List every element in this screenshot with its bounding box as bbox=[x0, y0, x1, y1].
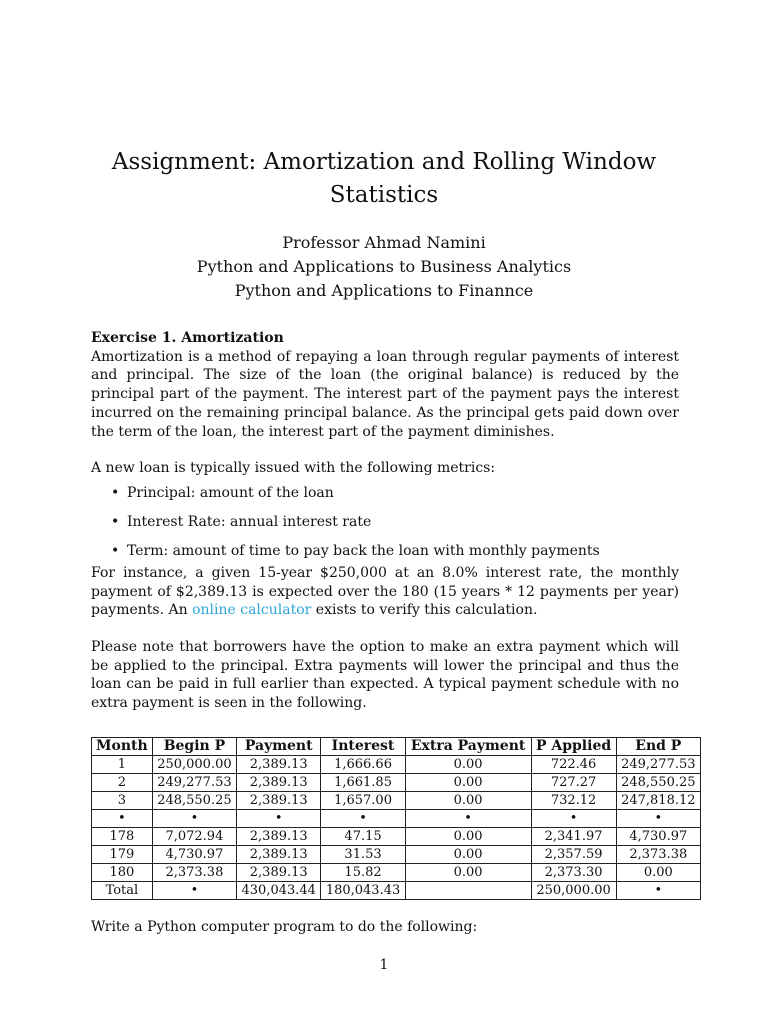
table-header-row bbox=[92, 738, 701, 756]
column-header: Interest bbox=[321, 738, 405, 756]
column-header: P Applied bbox=[531, 738, 616, 756]
table-cell: • bbox=[237, 810, 321, 828]
table-row bbox=[92, 774, 701, 792]
table-cell: 2,373.38 bbox=[616, 846, 700, 864]
table-cell: 179 bbox=[92, 846, 153, 864]
example-text-end: exists to verify this calculation. bbox=[311, 602, 538, 619]
table-cell: 0.00 bbox=[405, 828, 531, 846]
course-name-2: Python and Applications to Finannce bbox=[234, 281, 534, 300]
table-row bbox=[92, 846, 701, 864]
table-cell: 0.00 bbox=[616, 864, 700, 882]
table-cell: • bbox=[152, 810, 236, 828]
table-cell: 15.82 bbox=[321, 864, 405, 882]
table-cell: 7,072.94 bbox=[152, 828, 236, 846]
table-cell: 4,730.97 bbox=[616, 828, 700, 846]
table-cell: 2 bbox=[92, 774, 153, 792]
online-calculator-link[interactable]: online calculator bbox=[192, 602, 312, 619]
table-cell: 249,277.53 bbox=[616, 756, 700, 774]
table-cell: 0.00 bbox=[405, 756, 531, 774]
table-row bbox=[92, 810, 701, 828]
course-name-1: Python and Applications to Business Analytics bbox=[196, 257, 572, 276]
table-cell: 430,043.44 bbox=[237, 882, 321, 900]
table-cell: 180,043.43 bbox=[321, 882, 405, 900]
exercise-body bbox=[91, 329, 679, 713]
table-cell: • bbox=[616, 810, 700, 828]
table-cell: 249,277.53 bbox=[152, 774, 236, 792]
instruction-text: Write a Python computer program to do the following: bbox=[91, 919, 478, 935]
table-cell: • bbox=[405, 810, 531, 828]
paragraph-metrics-intro: A new loan is typically issued with the following metrics: bbox=[91, 460, 496, 477]
table-cell: 727.27 bbox=[531, 774, 616, 792]
table-cell: 250,000.00 bbox=[152, 756, 236, 774]
bullet-icon: • bbox=[111, 513, 120, 530]
table-cell: 178 bbox=[92, 828, 153, 846]
table-cell: 2,373.30 bbox=[531, 864, 616, 882]
payment-schedule-table bbox=[91, 737, 701, 900]
table-cell: 47.15 bbox=[321, 828, 405, 846]
table-cell: • bbox=[152, 882, 236, 900]
example-text-start: For instance, a given 15-year $250,000 at an 8.0% interest rate, the monthly payment of $2,389.13 is expected over the 180 (15 years * 12 payments per year) payments. An bbox=[91, 564, 679, 619]
column-header: Payment bbox=[237, 738, 321, 756]
paragraph-amortization: Amortization is a method of repaying a loan through regular payments of interest and principal. The size of the loan (the original balance) is reduced by the principal part of the payment. The interest part of the payment pays the interest incurred on the remaining principal balance. As the principal gets paid down over the term of the loan, the interest part of the payment diminishes. bbox=[91, 348, 679, 440]
table-cell: 2,389.13 bbox=[237, 756, 321, 774]
table-cell: 732.12 bbox=[531, 792, 616, 810]
table-row bbox=[92, 882, 701, 900]
table-cell: 722.46 bbox=[531, 756, 616, 774]
table-cell: 31.53 bbox=[321, 846, 405, 864]
table-cell: 2,373.38 bbox=[152, 864, 236, 882]
exercise-heading: Exercise 1. Amortization bbox=[91, 330, 284, 346]
table-cell: 2,357.59 bbox=[531, 846, 616, 864]
table-cell: • bbox=[321, 810, 405, 828]
list-item-text: Term: amount of time to pay back the loan with monthly payments bbox=[127, 542, 600, 559]
table-cell: • bbox=[92, 810, 153, 828]
paragraph-example bbox=[91, 564, 679, 620]
table-cell: 1,661.85 bbox=[321, 774, 405, 792]
list-item bbox=[111, 484, 679, 502]
page-number: 1 bbox=[379, 957, 389, 973]
author-block bbox=[90, 231, 678, 303]
table-cell: 247,818.12 bbox=[616, 792, 700, 810]
page-title: Assignment: Amortization and Rolling Window Statistics bbox=[111, 149, 657, 208]
table-cell: 2,389.13 bbox=[237, 792, 321, 810]
table-cell: 3 bbox=[92, 792, 153, 810]
paragraph-extra-payment: Please note that borrowers have the option to make an extra payment which will be applied to the principal. Extra payments will lower the principal and thus the loan can be paid in full earlier than expected. A typical payment schedule with no extra payment is seen in the following. bbox=[91, 639, 679, 712]
table-cell: 0.00 bbox=[405, 846, 531, 864]
list-item-text: Interest Rate: annual interest rate bbox=[127, 513, 372, 530]
table-cell: • bbox=[616, 882, 700, 900]
bullet-icon: • bbox=[111, 542, 120, 559]
list-item bbox=[111, 513, 679, 531]
list-item bbox=[111, 542, 679, 560]
column-header: Begin P bbox=[152, 738, 236, 756]
metrics-list bbox=[91, 484, 679, 560]
table-cell: 180 bbox=[92, 864, 153, 882]
table-cell: 1,657.00 bbox=[321, 792, 405, 810]
table-cell: 2,341.97 bbox=[531, 828, 616, 846]
table-cell: 2,389.13 bbox=[237, 864, 321, 882]
table-cell: Total bbox=[92, 882, 153, 900]
table-cell: 2,389.13 bbox=[237, 828, 321, 846]
table-row bbox=[92, 792, 701, 810]
table-cell: 2,389.13 bbox=[237, 774, 321, 792]
author-name: Professor Ahmad Namini bbox=[282, 233, 486, 252]
table-cell: 0.00 bbox=[405, 864, 531, 882]
bullet-icon: • bbox=[111, 484, 120, 501]
table-cell: 0.00 bbox=[405, 774, 531, 792]
table-cell: • bbox=[531, 810, 616, 828]
table-cell: 4,730.97 bbox=[152, 846, 236, 864]
column-header: Extra Payment bbox=[405, 738, 531, 756]
table-row bbox=[92, 864, 701, 882]
table-cell: 1 bbox=[92, 756, 153, 774]
table-cell: 0.00 bbox=[405, 792, 531, 810]
table-cell: 250,000.00 bbox=[531, 882, 616, 900]
table-row bbox=[92, 756, 701, 774]
table-row bbox=[92, 828, 701, 846]
table-cell: 2,389.13 bbox=[237, 846, 321, 864]
table-cell: 1,666.66 bbox=[321, 756, 405, 774]
table-body bbox=[92, 756, 701, 900]
table-cell: 248,550.25 bbox=[152, 792, 236, 810]
list-item-text: Principal: amount of the loan bbox=[127, 484, 334, 501]
table-cell: 248,550.25 bbox=[616, 774, 700, 792]
column-header: Month bbox=[92, 738, 153, 756]
table-cell bbox=[405, 882, 531, 900]
column-header: End P bbox=[616, 738, 700, 756]
